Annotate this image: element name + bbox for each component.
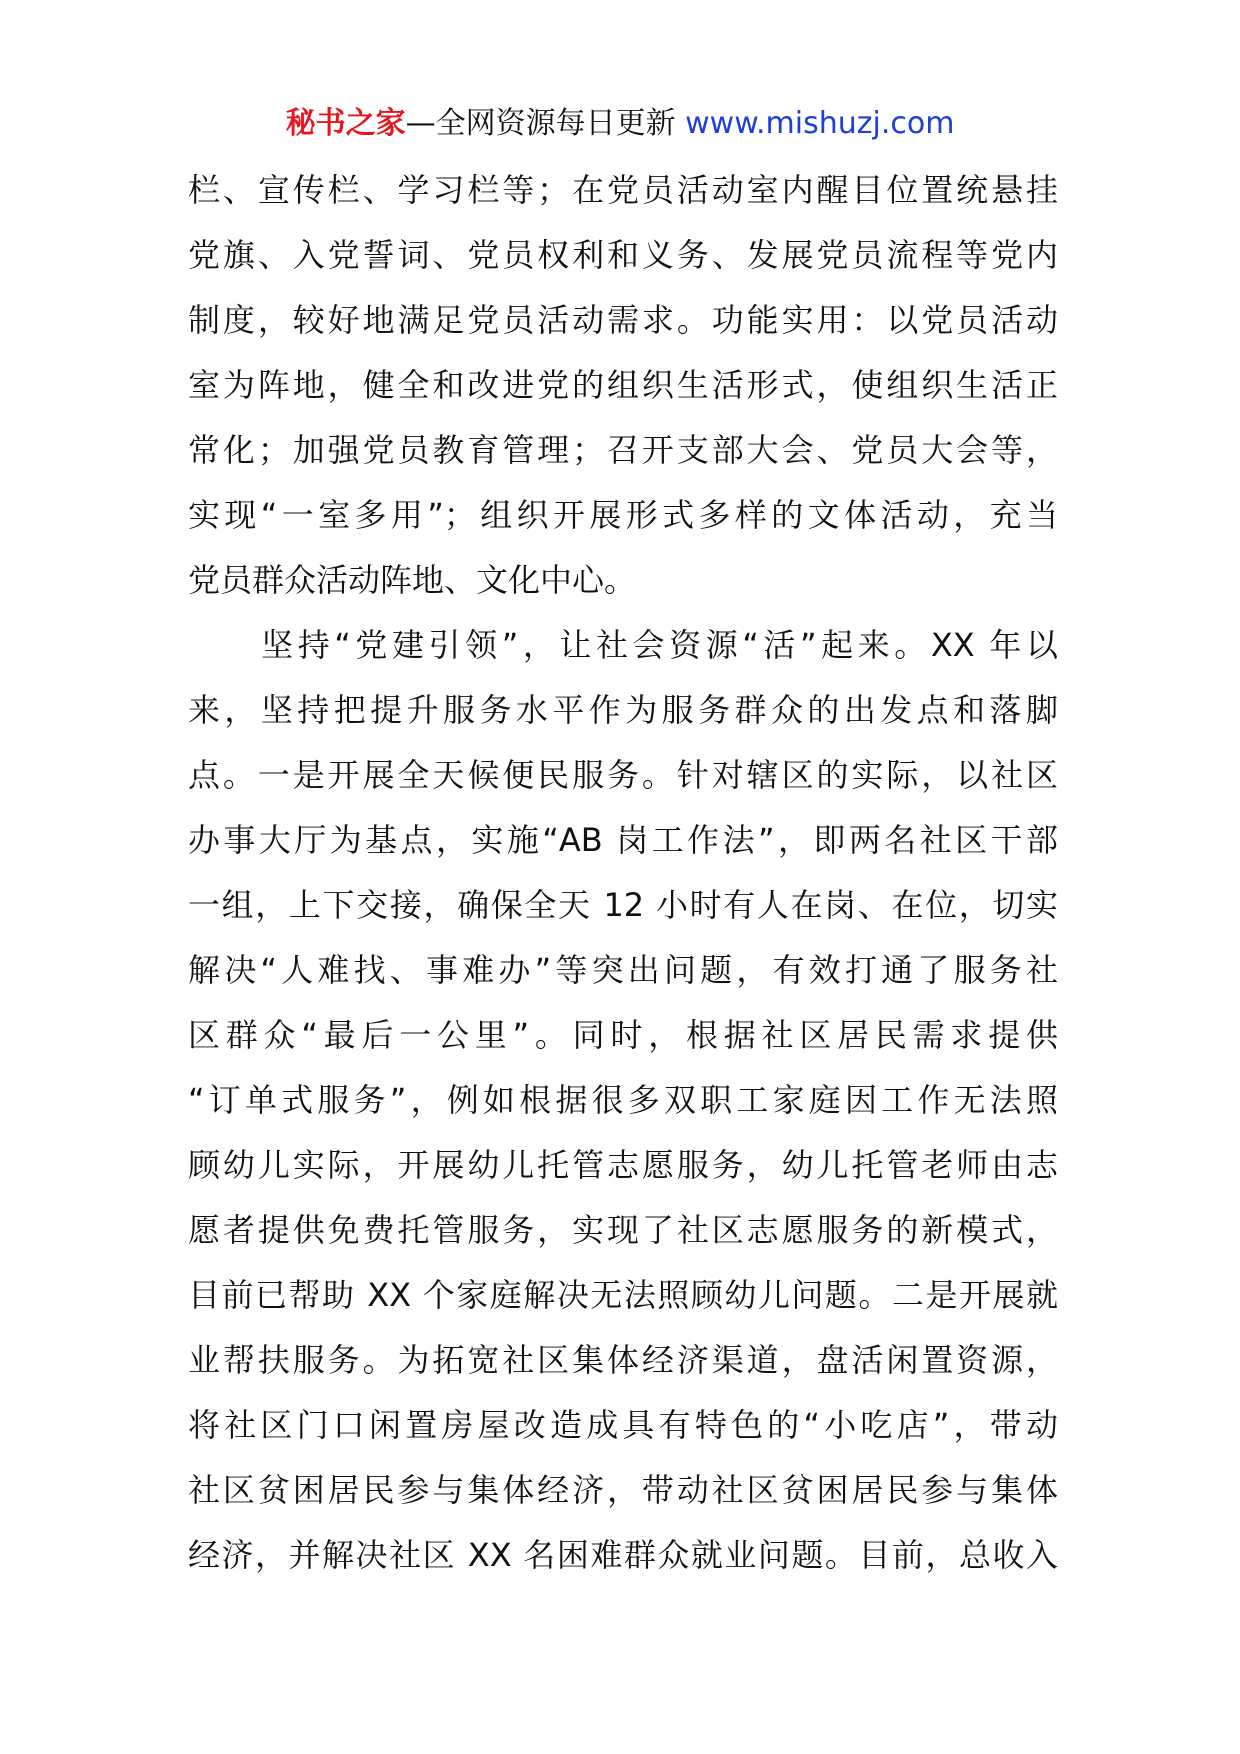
body-line: 栏、宣传栏、学习栏等；在党员活动室内醒目位置统悬挂 [188, 171, 1058, 209]
site-url[interactable]: www.mishuzj.com [685, 106, 955, 141]
site-tagline: —全网资源每日更新 [405, 106, 686, 141]
body-line: 愿者提供免费托管服务，实现了社区志愿服务的新模式， [188, 1211, 1058, 1249]
body-line: 业帮扶服务。为拓宽社区集体经济渠道，盘活闲置资源， [188, 1341, 1058, 1379]
body-line: 目前已帮助 XX 个家庭解决无法照顾幼儿问题。二是开展就 [188, 1276, 1058, 1314]
body-line: 一组，上下交接，确保全天 12 小时有人在岗、在位，切实 [188, 886, 1058, 924]
body-line: 解决“人难找、事难办”等突出问题，有效打通了服务社 [188, 951, 1058, 989]
body-line: 社区贫困居民参与集体经济，带动社区贫困居民参与集体 [188, 1471, 1058, 1509]
body-line: 常化；加强党员教育管理；召开支部大会、党员大会等， [188, 431, 1058, 469]
body-line: 点。一是开展全天候便民服务。针对辖区的实际，以社区 [188, 756, 1058, 794]
body-line: 来，坚持把提升服务水平作为服务群众的出发点和落脚 [188, 691, 1058, 729]
body-line: 办事大厅为基点，实施“AB 岗工作法”，即两名社区干部 [188, 821, 1058, 859]
body-line: “订单式服务”，例如根据很多双职工家庭因工作无法照 [188, 1081, 1058, 1119]
body-line: 坚持“党建引领”，让社会资源“活”起来。XX 年以 [188, 626, 1058, 664]
body-line: 室为阵地，健全和改进党的组织生活形式，使组织生活正 [188, 366, 1058, 404]
body-line: 顾幼儿实际，开展幼儿托管志愿服务，幼儿托管老师由志 [188, 1146, 1058, 1184]
body-line: 党旗、入党誓词、党员权利和义务、发展党员流程等党内 [188, 236, 1058, 274]
body-line: 将社区门口闲置房屋改造成具有特色的“小吃店”，带动 [188, 1406, 1058, 1444]
body-line: 党员群众活动阵地、文化中心。 [188, 561, 637, 599]
body-line: 制度，较好地满足党员活动需求。功能实用：以党员活动 [188, 301, 1058, 339]
document-body [188, 158, 1058, 1588]
body-line: 经济，并解决社区 XX 名困难群众就业问题。目前，总收入 [188, 1536, 1058, 1574]
site-brand: 秘书之家 [285, 106, 406, 141]
body-line: 实现“一室多用”；组织开展形式多样的文体活动，充当 [188, 496, 1058, 534]
body-line: 区群众“最后一公里”。同时，根据社区居民需求提供 [188, 1016, 1058, 1054]
page-header [0, 100, 1240, 148]
